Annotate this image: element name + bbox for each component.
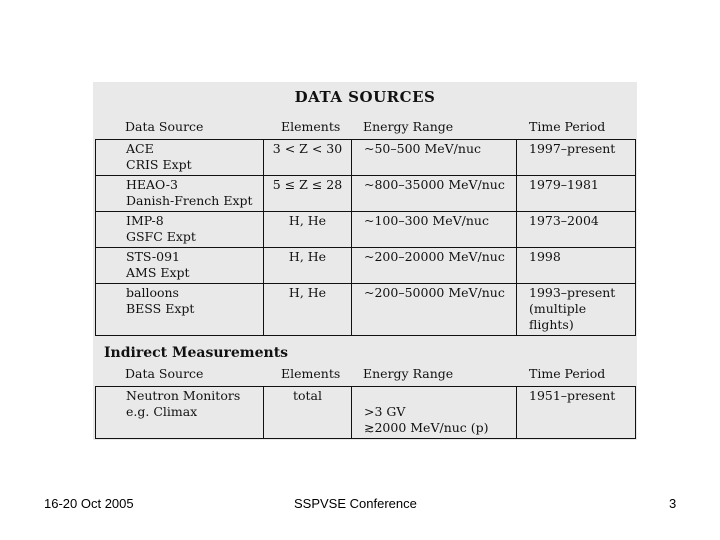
table-title: DATA SOURCES — [294, 88, 436, 106]
period-cell-line: 1979–1981 — [529, 177, 599, 192]
indirect-header-elements: Elements — [281, 366, 341, 381]
elements-cell — [264, 176, 352, 212]
source-cell-line: CRIS Expt — [126, 157, 192, 172]
elements-cell — [264, 140, 352, 176]
energy-cell-line: ~200–20000 MeV/nuc — [364, 249, 505, 264]
energy-cell — [352, 284, 517, 336]
energy-cell — [352, 387, 517, 439]
energy-cell-line: ≳2000 MeV/nuc (p) — [364, 420, 489, 435]
period-cell — [517, 176, 636, 212]
source-cell — [96, 212, 264, 248]
indirect-header-time-period: Time Period — [529, 366, 606, 381]
source-cell-line: HEAO-3 — [126, 177, 178, 192]
footer-date: 16-20 Oct 2005 — [44, 496, 134, 511]
header-elements: Elements — [281, 119, 341, 134]
elements-cell-text: H, He — [288, 213, 327, 228]
source-cell-line: Neutron Monitors — [126, 388, 241, 403]
elements-cell-text: H, He — [288, 285, 327, 300]
source-cell-line: e.g. Climax — [126, 404, 198, 419]
period-cell — [517, 284, 636, 336]
indirect-header-energy-range: Energy Range — [363, 366, 454, 381]
period-cell — [517, 140, 636, 176]
source-cell — [96, 140, 264, 176]
period-cell — [517, 387, 636, 439]
source-cell-line: AMS Expt — [126, 265, 190, 280]
energy-cell — [352, 140, 517, 176]
period-cell — [517, 248, 636, 284]
elements-cell-text: H, He — [288, 249, 327, 264]
source-cell-line: Danish-French Expt — [126, 193, 253, 208]
period-cell-line: 1998 — [529, 249, 561, 264]
elements-cell — [264, 212, 352, 248]
energy-cell-line: ~100–300 MeV/nuc — [364, 213, 489, 228]
table-row — [96, 140, 636, 176]
data-sources-panel — [93, 82, 637, 440]
energy-cell — [352, 212, 517, 248]
table-row — [96, 176, 636, 212]
energy-cell — [352, 176, 517, 212]
table-row — [96, 248, 636, 284]
table-row — [96, 284, 636, 336]
source-cell — [96, 387, 264, 439]
source-cell — [96, 176, 264, 212]
footer-page-number: 3 — [669, 496, 677, 511]
source-cell — [96, 284, 264, 336]
header-data-source: Data Source — [125, 119, 204, 134]
footer-conference: SSPVSE Conference — [294, 496, 417, 511]
energy-cell-line: >3 GV — [364, 404, 406, 419]
indirect-section-title: Indirect Measurements — [104, 345, 289, 361]
data-sources-table — [95, 139, 636, 336]
elements-cell-text: total — [292, 388, 323, 403]
elements-cell — [264, 284, 352, 336]
energy-cell-line — [364, 388, 516, 404]
table-row — [96, 212, 636, 248]
indirect-table — [95, 386, 636, 439]
header-time-period: Time Period — [529, 119, 606, 134]
energy-cell — [352, 248, 517, 284]
source-cell-line: GSFC Expt — [126, 229, 196, 244]
period-cell-line: 1993–present — [529, 285, 616, 300]
energy-cell-line: ~800–35000 MeV/nuc — [364, 177, 505, 192]
energy-cell-line: ~50–500 MeV/nuc — [364, 141, 481, 156]
period-cell-line: (multiple — [529, 301, 587, 316]
table-row — [96, 387, 636, 439]
elements-cell-text: 5 ≤ Z ≤ 28 — [272, 177, 343, 192]
source-cell-line: BESS Expt — [126, 301, 195, 316]
source-cell-line: STS-091 — [126, 249, 181, 264]
source-cell-line: balloons — [126, 285, 179, 300]
period-cell-line: 1951–present — [529, 388, 616, 403]
period-cell-line: 1973–2004 — [529, 213, 599, 228]
source-cell — [96, 248, 264, 284]
source-cell-line: IMP-8 — [126, 213, 164, 228]
indirect-header-data-source: Data Source — [125, 366, 204, 381]
elements-cell-text: 3 < Z < 30 — [272, 141, 343, 156]
header-energy-range: Energy Range — [363, 119, 454, 134]
energy-cell-line: ~200–50000 MeV/nuc — [364, 285, 505, 300]
period-cell — [517, 212, 636, 248]
source-cell-line: ACE — [126, 141, 154, 156]
period-cell-line: flights) — [529, 317, 574, 332]
period-cell-line: 1997–present — [529, 141, 616, 156]
elements-cell — [264, 248, 352, 284]
elements-cell — [264, 387, 352, 439]
